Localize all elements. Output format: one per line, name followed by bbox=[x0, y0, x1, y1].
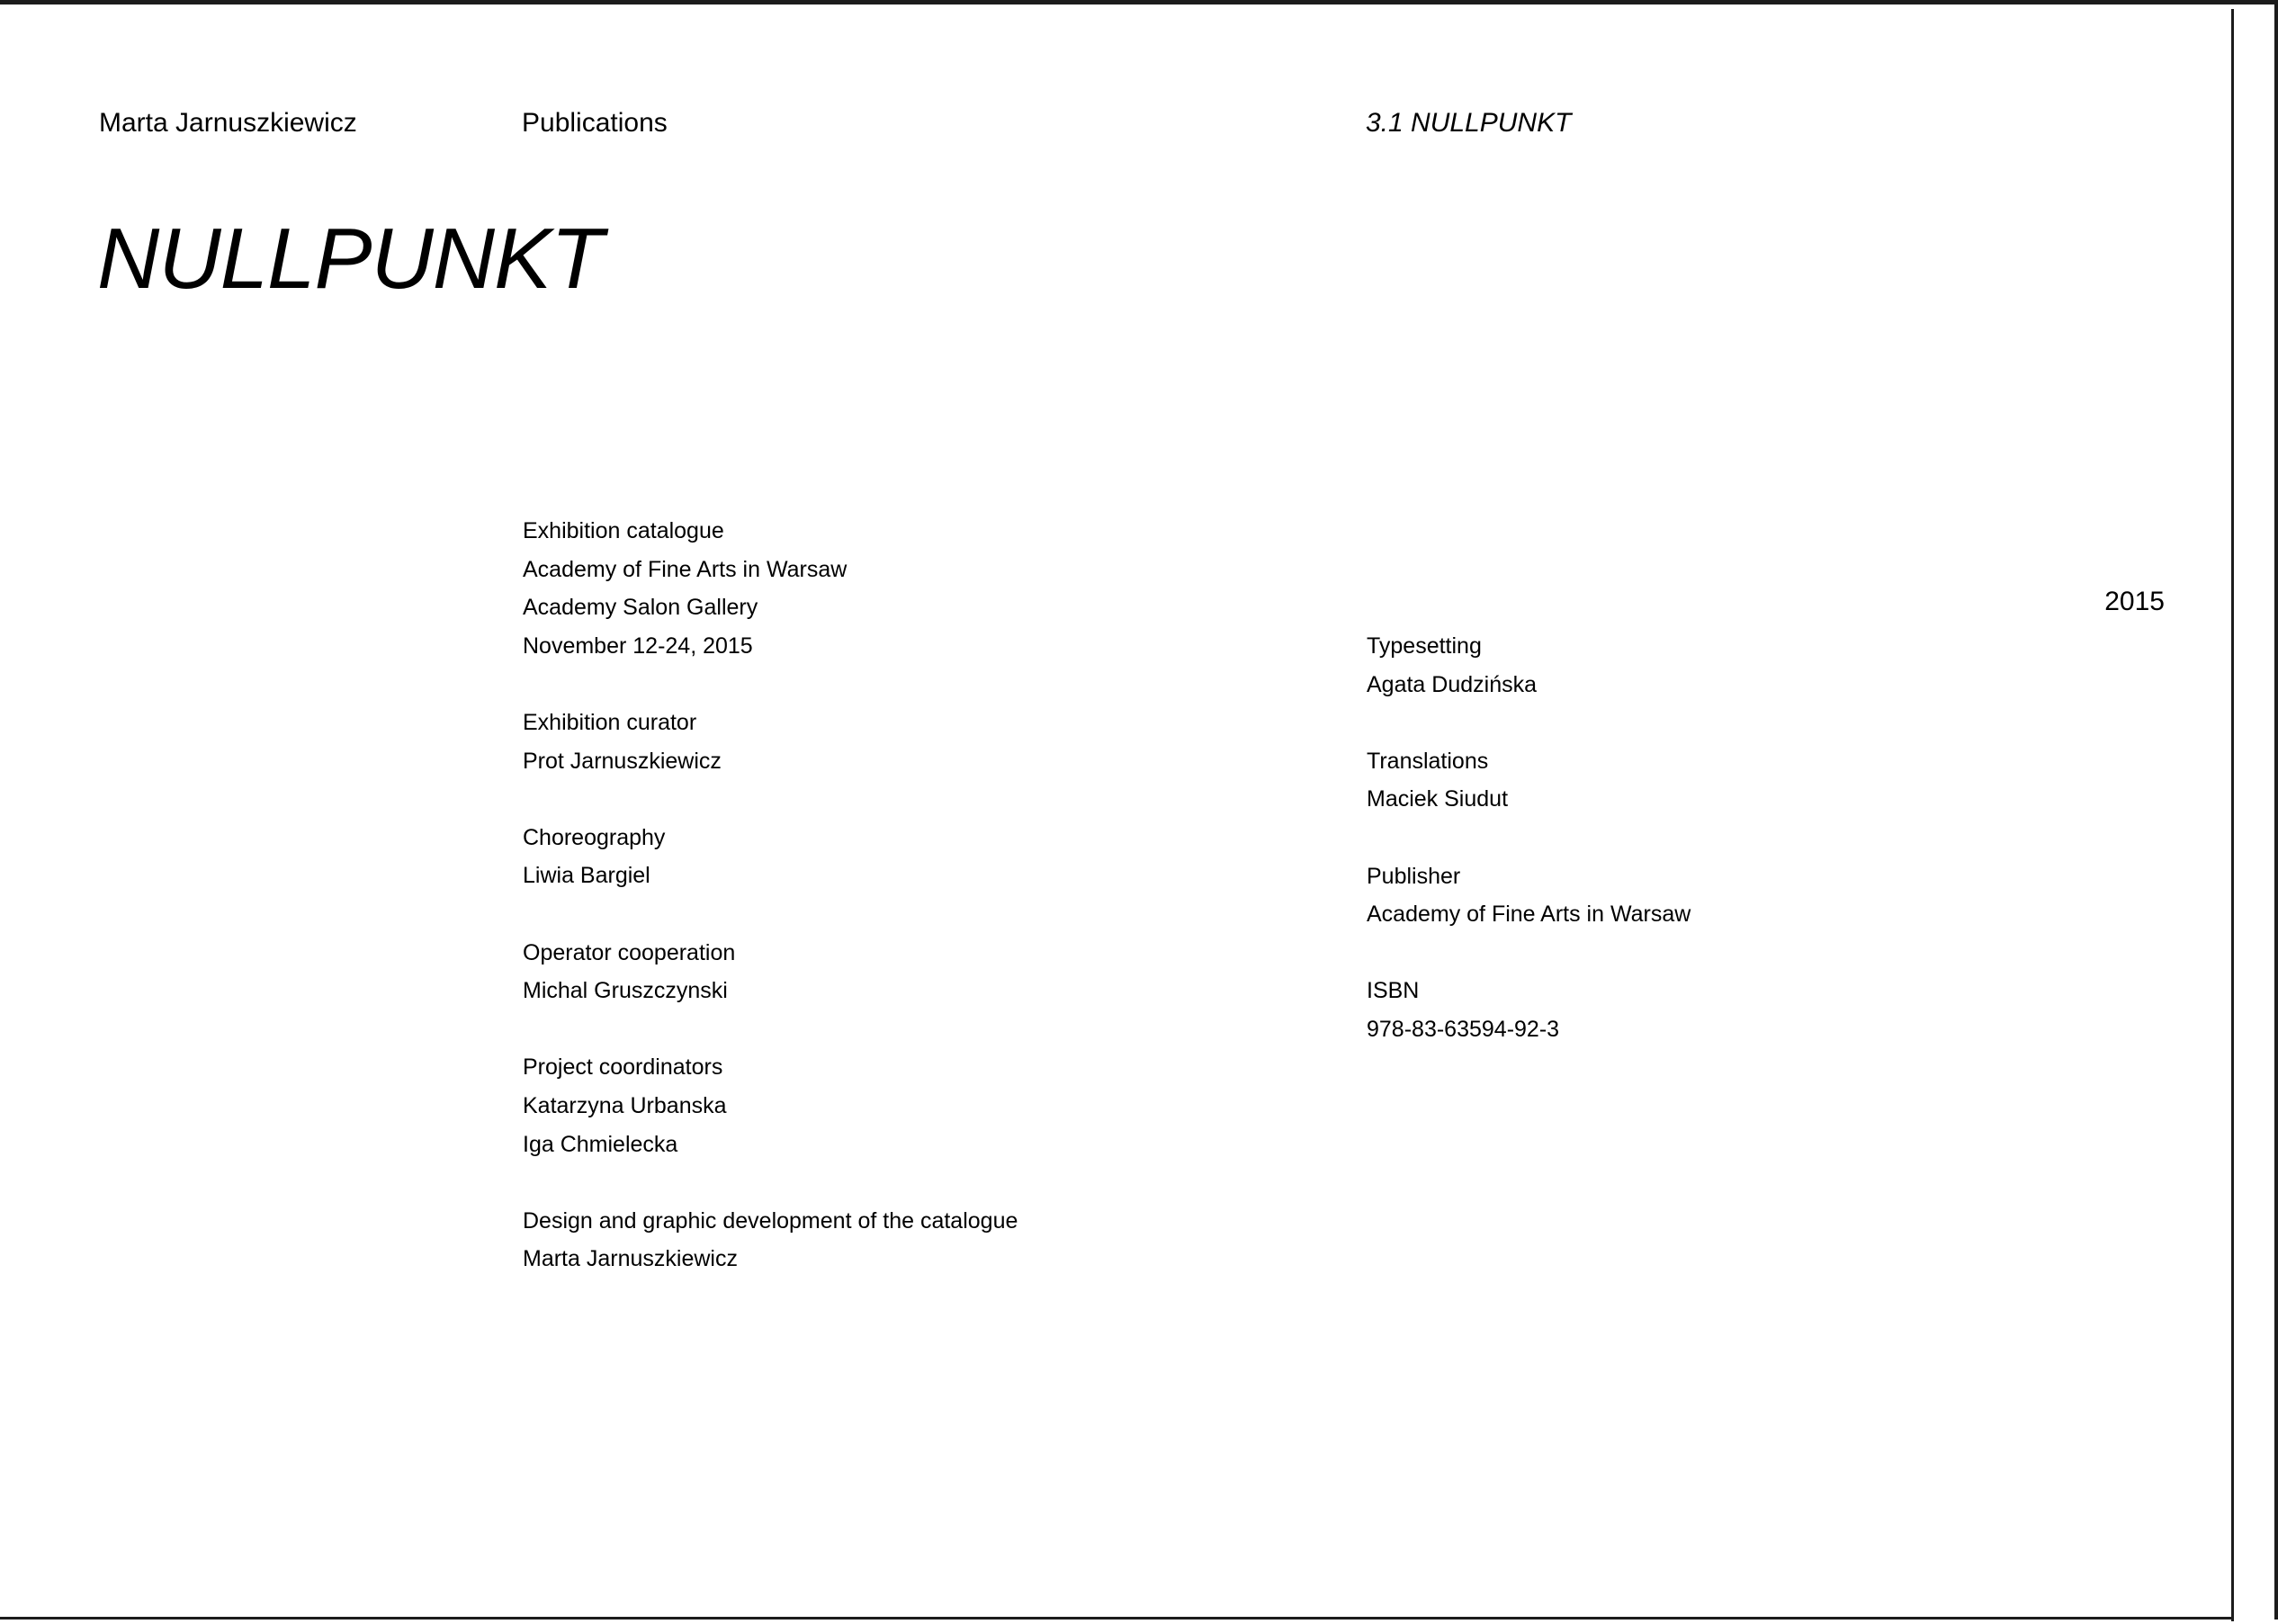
publication-year: 2015 bbox=[2104, 587, 2165, 616]
credit-label-publisher: Publisher bbox=[1367, 863, 1461, 889]
credit-label-curator: Exhibition curator bbox=[523, 709, 697, 735]
credit-label-choreography: Choreography bbox=[523, 824, 666, 850]
credit-label-typesetting: Typesetting bbox=[1367, 633, 1482, 659]
isbn-value: 978-83-63594-92-3 bbox=[1367, 1016, 1560, 1042]
nav-publications-link[interactable]: Publications bbox=[522, 108, 668, 138]
catalogue-type: Exhibition catalogue bbox=[523, 518, 724, 543]
credit-label-coordinators: Project coordinators bbox=[523, 1054, 723, 1081]
credit-label-isbn: ISBN bbox=[1367, 978, 1420, 1004]
credits-right-column bbox=[1367, 627, 1691, 1049]
nav-current-publication[interactable]: 3.1 NULLPUNKT bbox=[1366, 108, 1572, 138]
credit-name-curator: Prot Jarnuszkiewicz bbox=[523, 748, 722, 774]
exhibition-dates: November 12-24, 2015 bbox=[523, 633, 753, 659]
gallery: Academy Salon Gallery bbox=[523, 595, 758, 621]
credit-label-operator: Operator cooperation bbox=[523, 939, 736, 965]
page-title: NULLPUNKT bbox=[97, 211, 603, 307]
credit-label-design: Design and graphic development of the catalogue bbox=[523, 1207, 1018, 1234]
credit-name-translations: Maciek Siudut bbox=[1367, 786, 1509, 812]
credit-name-design: Marta Jarnuszkiewicz bbox=[523, 1246, 738, 1272]
credit-name-publisher: Academy of Fine Arts in Warsaw bbox=[1367, 902, 1691, 928]
page-content bbox=[0, 4, 2231, 1624]
scrollbar-track[interactable] bbox=[2231, 9, 2274, 1621]
credit-name-operator: Michal Gruszczynski bbox=[523, 978, 728, 1004]
credits-left-column bbox=[523, 512, 1018, 1279]
institution: Academy of Fine Arts in Warsaw bbox=[523, 556, 848, 582]
credit-label-translations: Translations bbox=[1367, 748, 1489, 774]
credit-name-typesetting: Agata Dudzińska bbox=[1367, 671, 1538, 697]
credit-name-choreography: Liwia Bargiel bbox=[523, 863, 650, 889]
nav-author-link[interactable]: Marta Jarnuszkiewicz bbox=[99, 108, 357, 138]
credit-name-coordinator-2: Iga Chmielecka bbox=[523, 1131, 678, 1157]
credit-name-coordinator-1: Katarzyna Urbanska bbox=[523, 1092, 727, 1118]
